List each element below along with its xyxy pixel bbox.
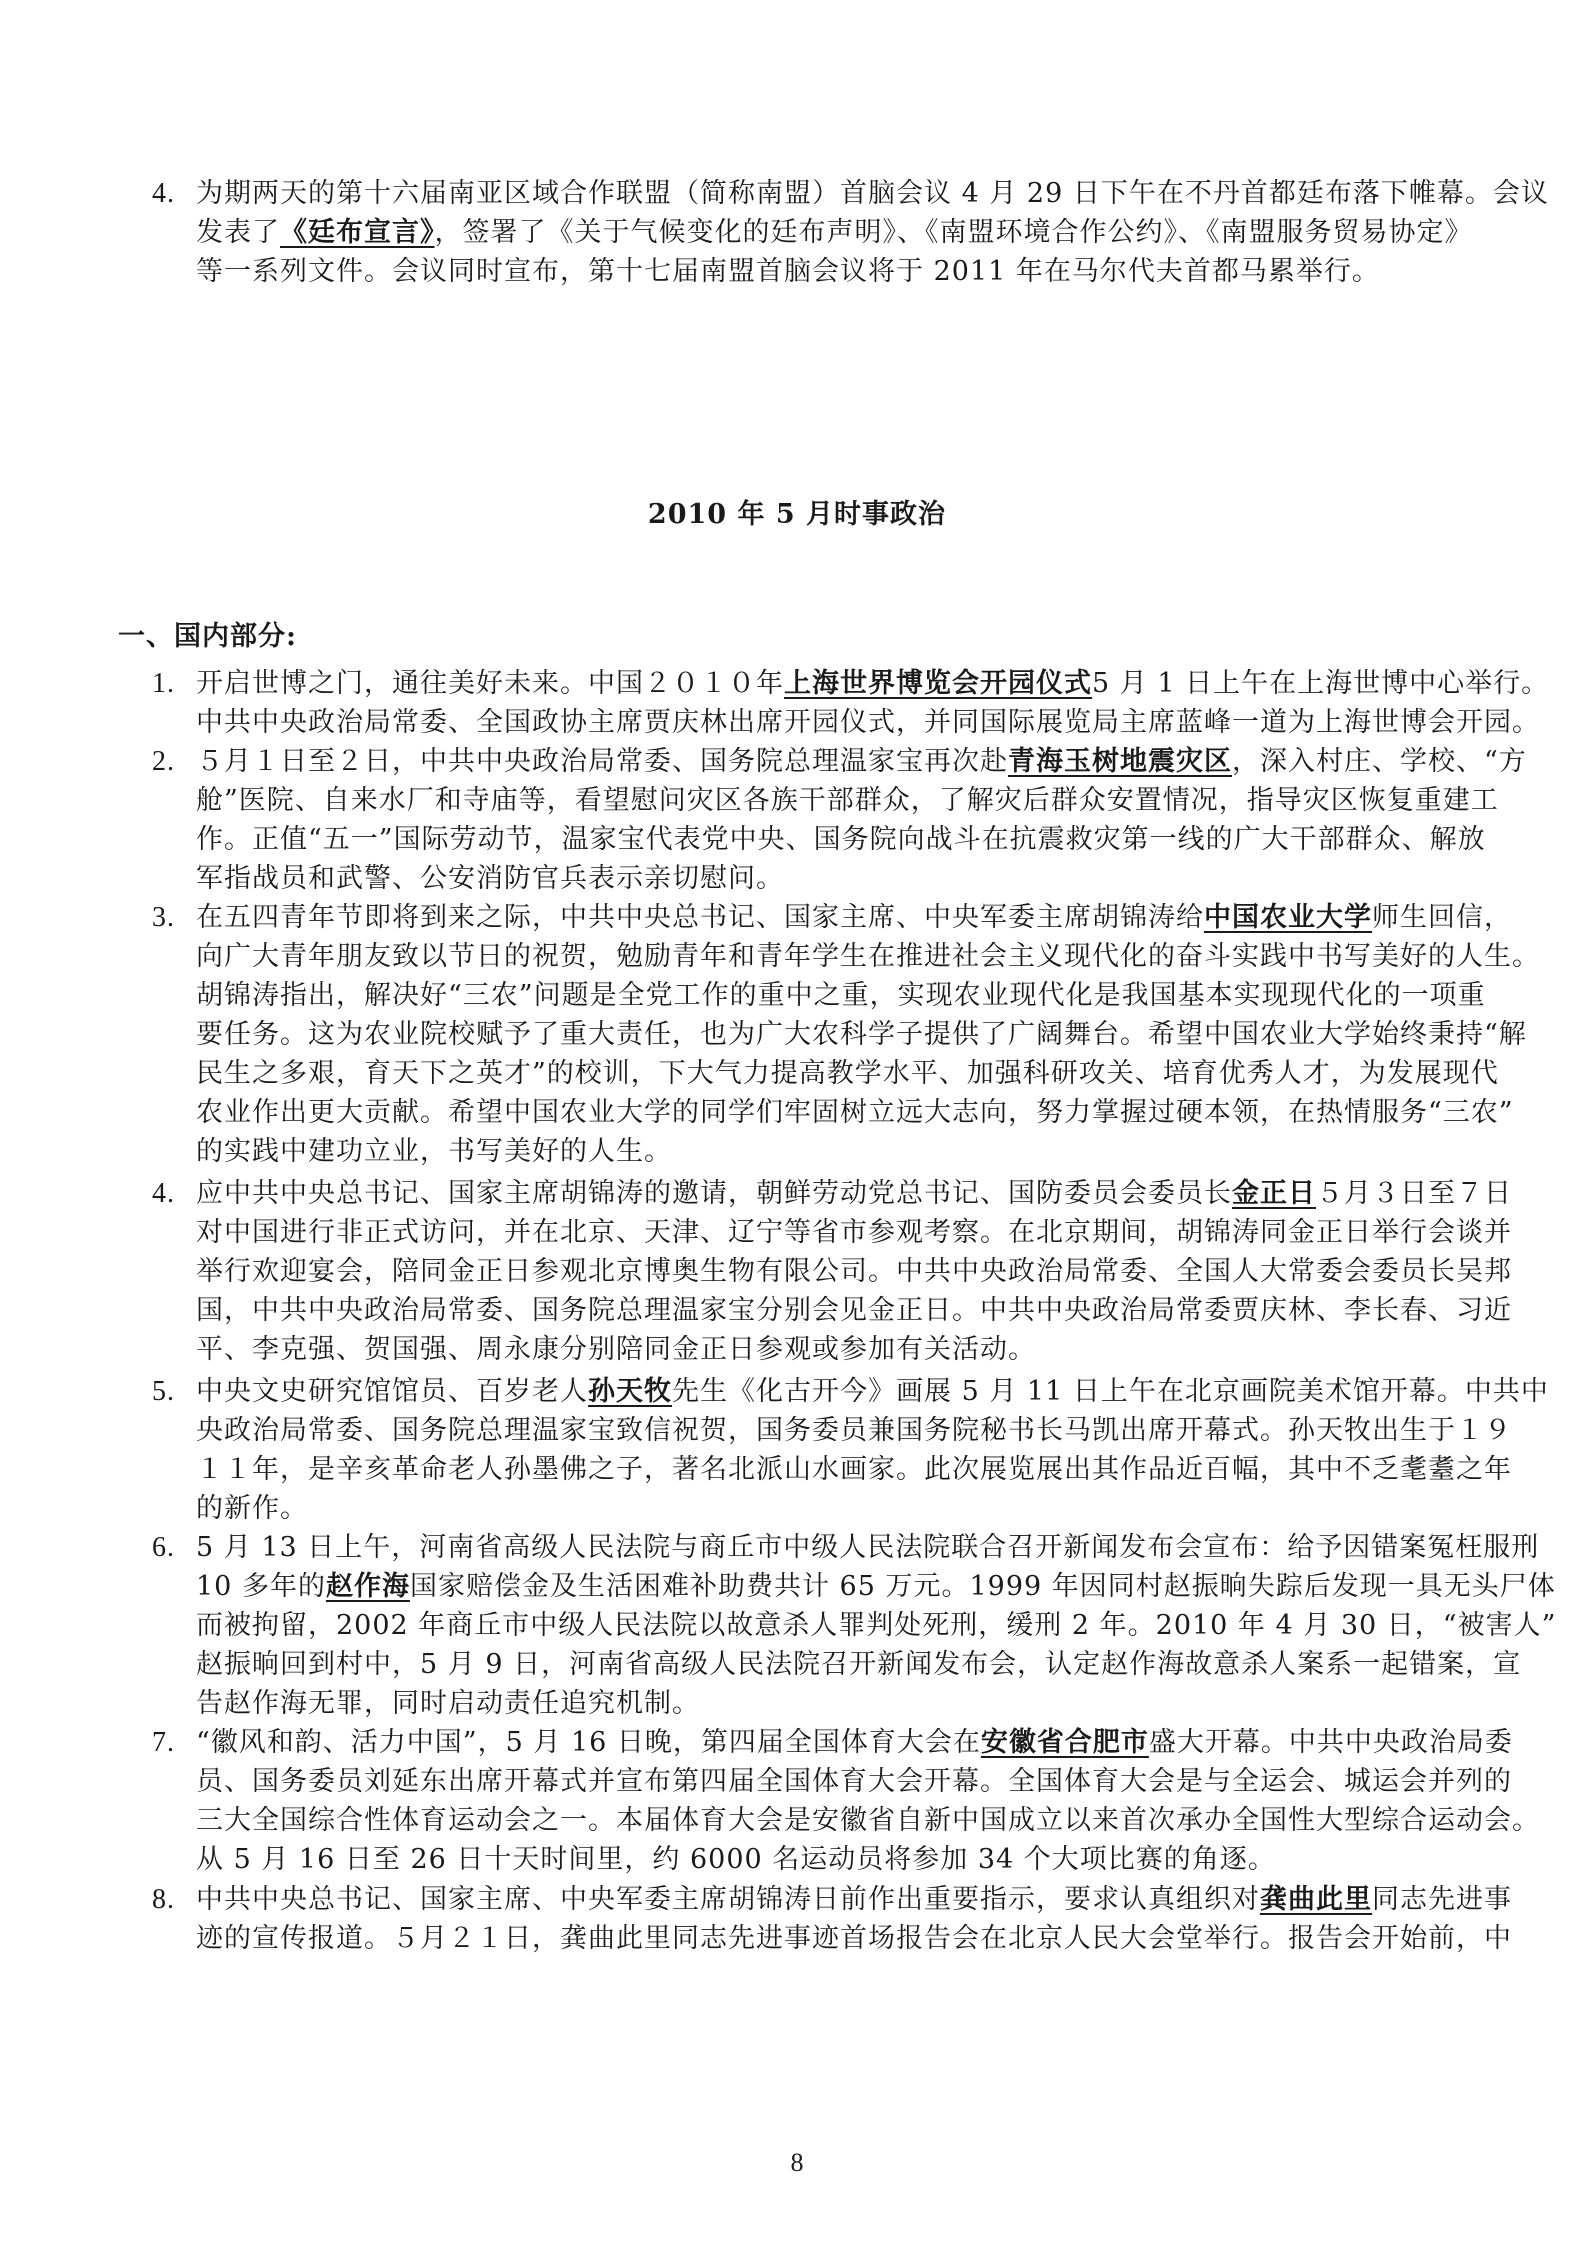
text-segment: 中央文史研究馆馆员、百岁老人 xyxy=(196,1376,588,1407)
text-line xyxy=(196,976,1496,1015)
text-line xyxy=(196,1880,1512,1919)
text-segment: 告赵作海无罪，同时启动责任追究机制。 xyxy=(196,1688,700,1719)
item-number: 8. xyxy=(152,1884,175,1915)
text-segment: 军指战员和武警、公安消防官兵表示亲切慰问。 xyxy=(196,863,784,894)
text-segment: 发表了 xyxy=(196,217,280,248)
text-line xyxy=(196,1291,1512,1330)
item-number: 4. xyxy=(152,178,175,209)
text-segment: 先生《化古开今》画展 5 月 11 日上午在北京画院美术馆开幕。中共中 xyxy=(672,1376,1549,1407)
text-segment: 央政治局常委、国务院总理温家宝致信祝贺，国务委员兼国务院秘书长马凯出席开幕式。孙天牧出生于１９ xyxy=(196,1415,1512,1446)
text-line xyxy=(196,252,1496,291)
text-segment: 胡锦涛指出，解决好“三农”问题是全党工作的重中之重，实现农业现代化是我国基本实现现代化的一项重 xyxy=(196,980,1486,1011)
text-line xyxy=(196,1840,1496,1879)
text-segment: 从 5 月 16 日至 26 日十天时间里，约 6000 名运动员将参加 34 个大项比赛的角逐。 xyxy=(196,1844,1276,1875)
news-item xyxy=(152,1880,1512,1958)
text-segment: 平、李克强、贺国强、周永康分别陪同金正日参观或参加有关活动。 xyxy=(196,1334,1036,1365)
text-segment: 三大全国综合性体育运动会之一。本届体育大会是安徽省自新中国成立以来首次承办全国性大型综合运动会。 xyxy=(196,1805,1540,1836)
text-segment: 的新作。 xyxy=(196,1493,308,1524)
text-segment: 举行欢迎宴会，陪同金正日参观北京博奥生物有限公司。中共中央政治局常委、全国人大常委会委员长吴邦 xyxy=(196,1256,1512,1287)
text-line xyxy=(196,1372,1549,1411)
text-line xyxy=(196,1684,1496,1723)
text-segment: 同志先进事 xyxy=(1372,1884,1512,1915)
text-segment: 盛大开幕。中共中央政治局委 xyxy=(1148,1727,1513,1758)
section-title: 2010 年 5 月时事政治 xyxy=(647,499,947,530)
news-item xyxy=(152,664,1550,742)
text-line xyxy=(196,898,1512,937)
highlighted-keyword: 《廷布宣言》 xyxy=(280,217,435,248)
text-line xyxy=(196,1132,1496,1171)
text-segment: 在五四青年节即将到来之际，中共中央总书记、国家主席、中央军委主席胡锦涛给 xyxy=(196,902,1204,933)
text-segment: 国家赔偿金及生活困难补助费共计 65 万元。1999 年因同村赵振晌失踪后发现一具无头尸体 xyxy=(409,1571,1556,1602)
text-segment: 5 月 13 日上午，河南省高级人民法院与商丘市中级人民法院联合召开新闻发布会宣布：给予因错案冤枉服刑 xyxy=(196,1532,1540,1563)
part-heading: 一、国内部分: xyxy=(118,621,297,652)
text-line xyxy=(196,1762,1512,1801)
text-line xyxy=(196,1645,1522,1684)
item-number: 5. xyxy=(152,1376,175,1407)
text-line xyxy=(196,1450,1512,1489)
text-line xyxy=(196,703,1540,742)
text-line xyxy=(196,781,1499,820)
highlighted-keyword: 金正日 xyxy=(1232,1178,1316,1209)
news-item xyxy=(152,898,1540,1171)
text-line xyxy=(196,1252,1512,1291)
text-segment: 10 多年的 xyxy=(196,1571,326,1602)
text-line xyxy=(196,1919,1512,1958)
text-line xyxy=(196,859,1496,898)
item-number: 6. xyxy=(152,1532,175,1563)
text-segment: 舱”医院、自来水厂和寺庙等，看望慰问灾区各族干部群众，了解灾后群众安置情况，指导灾区恢复重建工 xyxy=(196,785,1499,816)
item-number: 7. xyxy=(152,1727,175,1758)
text-segment: ，签署了《关于气候变化的廷布声明》、《南盟环境合作公约》、《南盟服务贸易协定》 xyxy=(434,217,1473,248)
text-segment: 师生回信， xyxy=(1372,902,1512,933)
text-segment: 等一系列文件。会议同时宣布，第十七届南盟首脑会议将于 2011 年在马尔代夫首都马累举行。 xyxy=(196,256,1380,287)
news-item xyxy=(152,1723,1540,1879)
text-segment: 的实践中建功立业，书写美好的人生。 xyxy=(196,1136,672,1167)
text-line xyxy=(196,1015,1527,1054)
news-item xyxy=(152,742,1527,898)
news-item xyxy=(152,1372,1549,1528)
highlighted-keyword: 龚曲此里 xyxy=(1260,1884,1372,1915)
item-number: 3. xyxy=(152,902,175,933)
item-number: 2. xyxy=(152,746,175,777)
text-line xyxy=(196,1528,1540,1567)
text-segment: 国，中共中央政治局常委、国务院总理温家宝分别会见金正日。中共中央政治局常委贾庆林、李长春、习近 xyxy=(196,1295,1512,1326)
text-line xyxy=(196,213,1496,252)
highlighted-keyword: 赵作海 xyxy=(325,1571,410,1602)
text-segment: 中共中央总书记、国家主席、中央军委主席胡锦涛日前作出重要指示，要求认真组织对 xyxy=(196,1884,1260,1915)
text-line xyxy=(196,174,1549,213)
text-segment: 要任务。这为农业院校赋予了重大责任，也为广大农科学子提供了广阔舞台。希望中国农业大学始终秉持“解 xyxy=(196,1019,1527,1050)
text-line xyxy=(196,742,1527,781)
text-line xyxy=(196,1489,1496,1528)
text-line xyxy=(196,1174,1512,1213)
news-item-top xyxy=(152,174,1549,291)
text-segment: ５月３日至７日 xyxy=(1316,1178,1512,1209)
highlighted-keyword: 中国农业大学 xyxy=(1204,902,1372,933)
highlighted-keyword: 孙天牧 xyxy=(588,1376,672,1407)
text-line xyxy=(196,1801,1540,1840)
text-line xyxy=(196,820,1496,859)
text-line xyxy=(196,1093,1514,1132)
highlighted-keyword: 青海玉树地震灾区 xyxy=(1008,746,1232,777)
text-segment: ，深入村庄、学校、“方 xyxy=(1232,746,1527,777)
text-segment: 农业作出更大贡献。希望中国农业大学的同学们牢固树立远大志向，努力掌握过硬本领，在热情服务“三农” xyxy=(196,1097,1514,1128)
text-segment: 民生之多艰，育天下之英才”的校训，下大气力提高教学水平、加强科研攻关、培育优秀人才，为发展现代 xyxy=(196,1058,1499,1089)
text-line xyxy=(196,1723,1513,1762)
news-item xyxy=(152,1528,1557,1723)
text-line xyxy=(196,1213,1512,1252)
highlighted-keyword: 上海世界博览会开园仪式 xyxy=(784,668,1092,699)
news-item xyxy=(152,1174,1512,1369)
text-line xyxy=(196,1411,1512,1450)
text-segment: 5 月 1 日上午在上海世博中心举行。 xyxy=(1092,668,1550,699)
text-segment: 向广大青年朋友致以节日的祝贺，勉励青年和青年学生在推进社会主义现代化的奋斗实践中书写美好的人生。 xyxy=(196,941,1540,972)
text-segment: “徽风和韵、活力中国”，5 月 16 日晚，第四届全国体育大会在 xyxy=(196,1727,981,1758)
text-line xyxy=(196,1606,1557,1645)
text-segment: ５月１日至２日，中共中央政治局常委、国务院总理温家宝再次赴 xyxy=(196,746,1008,777)
text-line xyxy=(196,1567,1556,1606)
text-segment: 中共中央政治局常委、全国政协主席贾庆林出席开园仪式，并同国际展览局主席蓝峰一道为上海世博会开园。 xyxy=(196,707,1540,738)
text-segment: 而被拘留，2002 年商丘市中级人民法院以故意杀人罪判处死刑，缓刑 2 年。2010 年 4 月 30 日，“被害人” xyxy=(196,1610,1557,1641)
text-segment: 对中国进行非正式访问，并在北京、天津、辽宁等省市参观考察。在北京期间，胡锦涛同金正日举行会谈并 xyxy=(196,1217,1512,1248)
text-line xyxy=(196,664,1550,703)
text-line xyxy=(196,1330,1496,1369)
text-line xyxy=(196,937,1540,976)
text-segment: 赵振晌回到村中，5 月 9 日，河南省高级人民法院召开新闻发布会，认定赵作海故意杀人案系一起错案，宣 xyxy=(196,1649,1522,1680)
text-segment: 开启世博之门，通往美好未来。中国２０１０年 xyxy=(196,668,784,699)
text-segment: 员、国务委员刘延东出席开幕式并宣布第四届全国体育大会开幕。全国体育大会是与全运会、城运会并列的 xyxy=(196,1766,1512,1797)
text-line xyxy=(196,1054,1499,1093)
text-segment: １１年，是辛亥革命老人孙墨佛之子，著名北派山水画家。此次展览展出其作品近百幅，其中不乏耄耋之年 xyxy=(196,1454,1512,1485)
highlighted-keyword: 安徽省合肥市 xyxy=(980,1727,1149,1758)
item-number: 1. xyxy=(152,668,175,699)
text-segment: 作。正值“五一”国际劳动节，温家宝代表党中央、国务院向战斗在抗震救灾第一线的广大干部群众、解放 xyxy=(196,824,1486,855)
page-number: 8 xyxy=(790,2148,804,2177)
item-number: 4. xyxy=(152,1178,175,1209)
text-segment: 应中共中央总书记、国家主席胡锦涛的邀请，朝鲜劳动党总书记、国防委员会委员长 xyxy=(196,1178,1232,1209)
text-segment: 迹的宣传报道。５月２１日，龚曲此里同志先进事迹首场报告会在北京人民大会堂举行。报告会开始前，中 xyxy=(196,1923,1512,1954)
text-segment: 为期两天的第十六届南亚区域合作联盟（简称南盟）首脑会议 4 月 29 日下午在不丹首都廷布落下帷幕。会议 xyxy=(196,178,1549,209)
